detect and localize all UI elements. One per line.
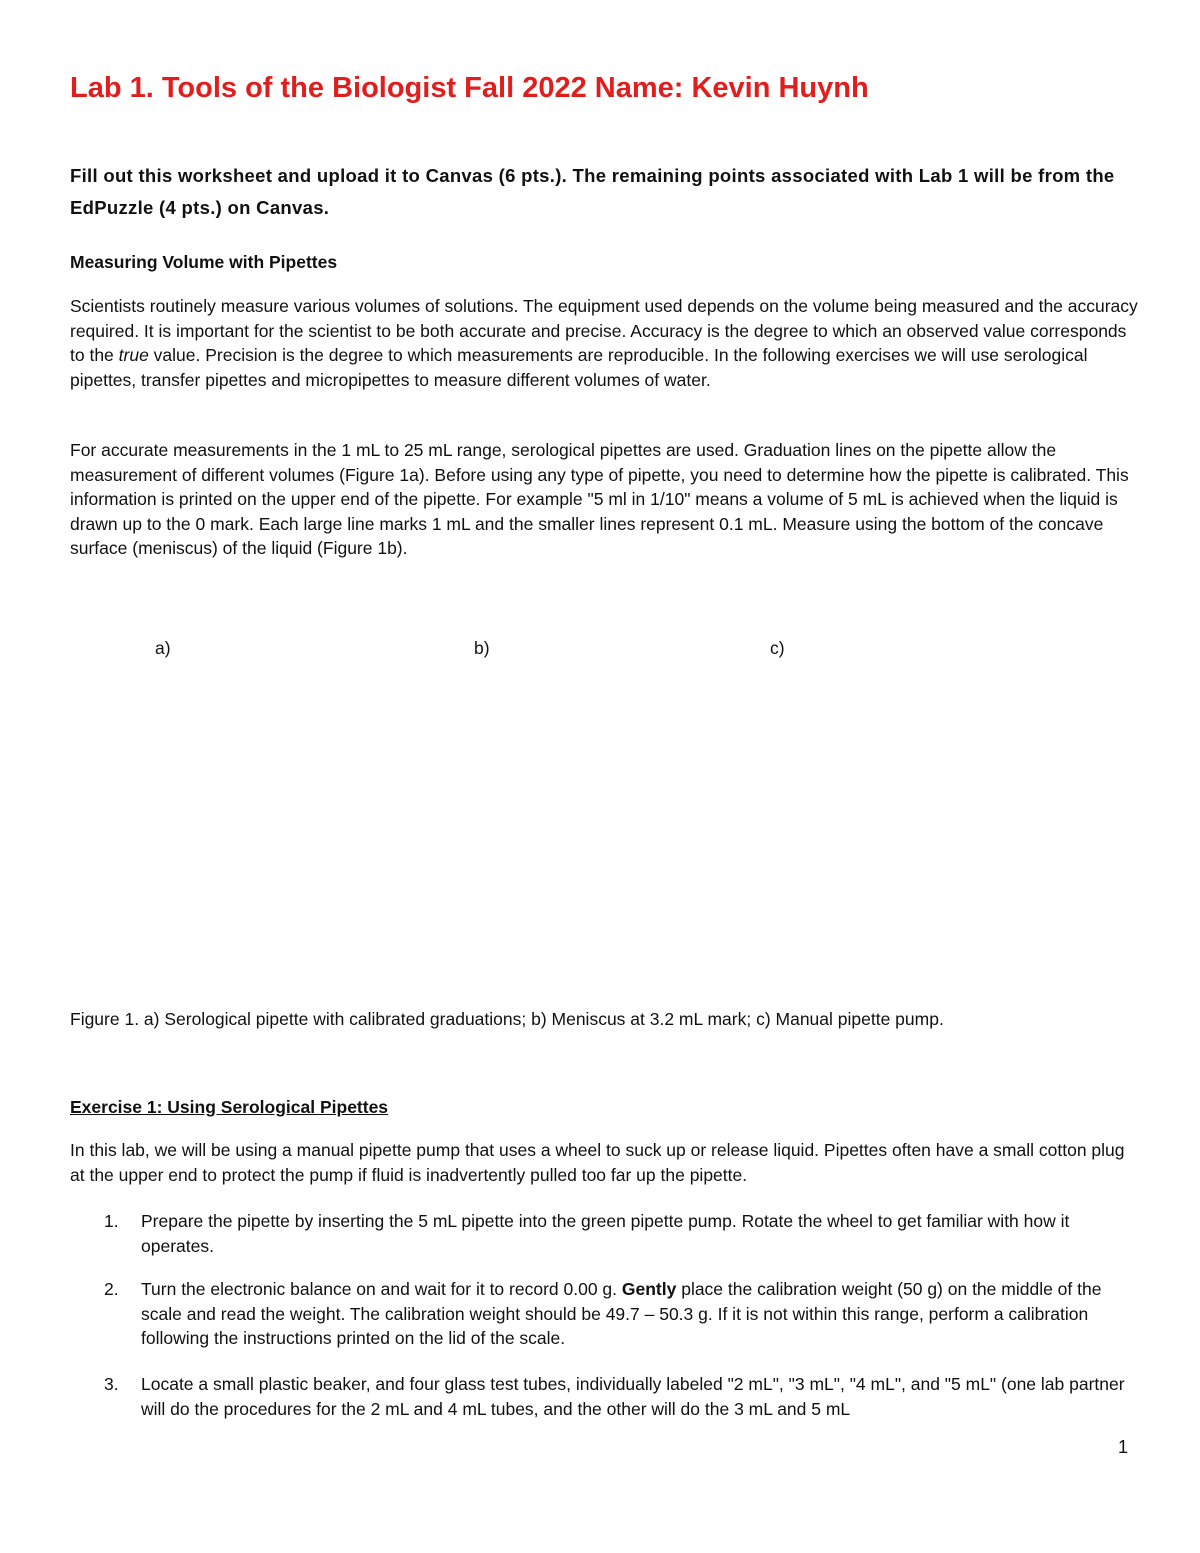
page-number: 1	[1118, 1437, 1129, 1457]
exercise-intro	[70, 1138, 1140, 1187]
paragraph-text: For accurate measurements in the 1 mL to 25 mL range, serological pipettes are used. Graduation lines on the pipette allow the measurement of different volumes (Figure 1a). Before using any type of pipette, you need to determine how the pipette is calibrated. This information is printed on the upper end of the pipette. For example "5 ml in 1/10" means a volume of 5 mL is achieved when the liquid is drawn up to the 0 mark. Each large line marks 1 mL and the smaller lines represent 0.1 mL. Measure using the bottom of the concave surface (meniscus) of the liquid (Figure 1b).	[70, 440, 1129, 558]
list-text: Prepare the pipette by inserting the 5 mL pipette into the green pipette pump. Rotate the wheel to get familiar with how it operates.	[141, 1211, 1070, 1256]
italic-true: true	[118, 345, 149, 365]
paragraph-accuracy-precision	[70, 294, 1140, 392]
figure-caption: Figure 1. a) Serological pipette with calibrated graduations; b) Meniscus at 3.2 mL mark; c) Manual pipette pump.	[70, 1009, 944, 1029]
list-text	[141, 1277, 1131, 1351]
figure-label-a: a)	[155, 638, 171, 658]
figure-label-b: b)	[474, 638, 490, 658]
instructions-text: Fill out this worksheet and upload it to Canvas (6 pts.). The remaining points associated with Lab 1 will be from the EdPuzzle (4 pts.) on Canvas.	[70, 165, 1115, 218]
paragraph-text: value. Precision is the degree to which measurements are reproducible. In the following exercises we will use serological pipettes, transfer pipettes and micropipettes to measure different volumes of water.	[70, 345, 1088, 390]
bold-gently: Gently	[621, 1279, 677, 1299]
section-heading-measuring-volume: Measuring Volume with Pipettes	[70, 252, 338, 272]
list-number: 2.	[104, 1279, 119, 1299]
list-number: 1.	[104, 1211, 119, 1231]
paragraph-text: Scientists routinely measure various volumes of solutions. The equipment used depends on the volume being measured and the accuracy required. It is important for the scientist to be both accurate and precise. Accuracy is the degree to which an observed value corresponds to the	[70, 296, 1138, 365]
list-text: Locate a small plastic beaker, and four glass test tubes, individually labeled "2 mL", "3 mL", "4 mL", and "5 mL" (one lab partner will do the procedures for the 2 mL and 4 mL tubes, and the other will do the 3 mL and 5 mL	[141, 1374, 1125, 1419]
list-number: 3.	[104, 1374, 119, 1394]
steps-list	[70, 1209, 1140, 1419]
exercise-heading: Exercise 1: Using Serological Pipettes	[70, 1097, 389, 1117]
paragraph-text: In this lab, we will be using a manual pipette pump that uses a wheel to suck up or release liquid. Pipettes often have a small cotton plug at the upper end to protect the pump if fluid is inadvertently pulled too far up the pipette.	[70, 1140, 1125, 1185]
step-text: place the calibration weight (50 g) on the middle of the scale and read the weight. The calibration weight should be 49.7 – 50.3 g. If it is not within this range, perform a calibration following the instructions printed on the lid of the scale.	[141, 1279, 1102, 1348]
step-text: Turn the electronic balance on and wait for it to record 0.00 g.	[141, 1279, 622, 1299]
figure-label-c: c)	[770, 638, 785, 658]
page-title: Lab 1. Tools of the Biologist Fall 2022 Name: Kevin Huynh	[70, 72, 869, 104]
paragraph-serological-pipettes	[70, 438, 1140, 561]
